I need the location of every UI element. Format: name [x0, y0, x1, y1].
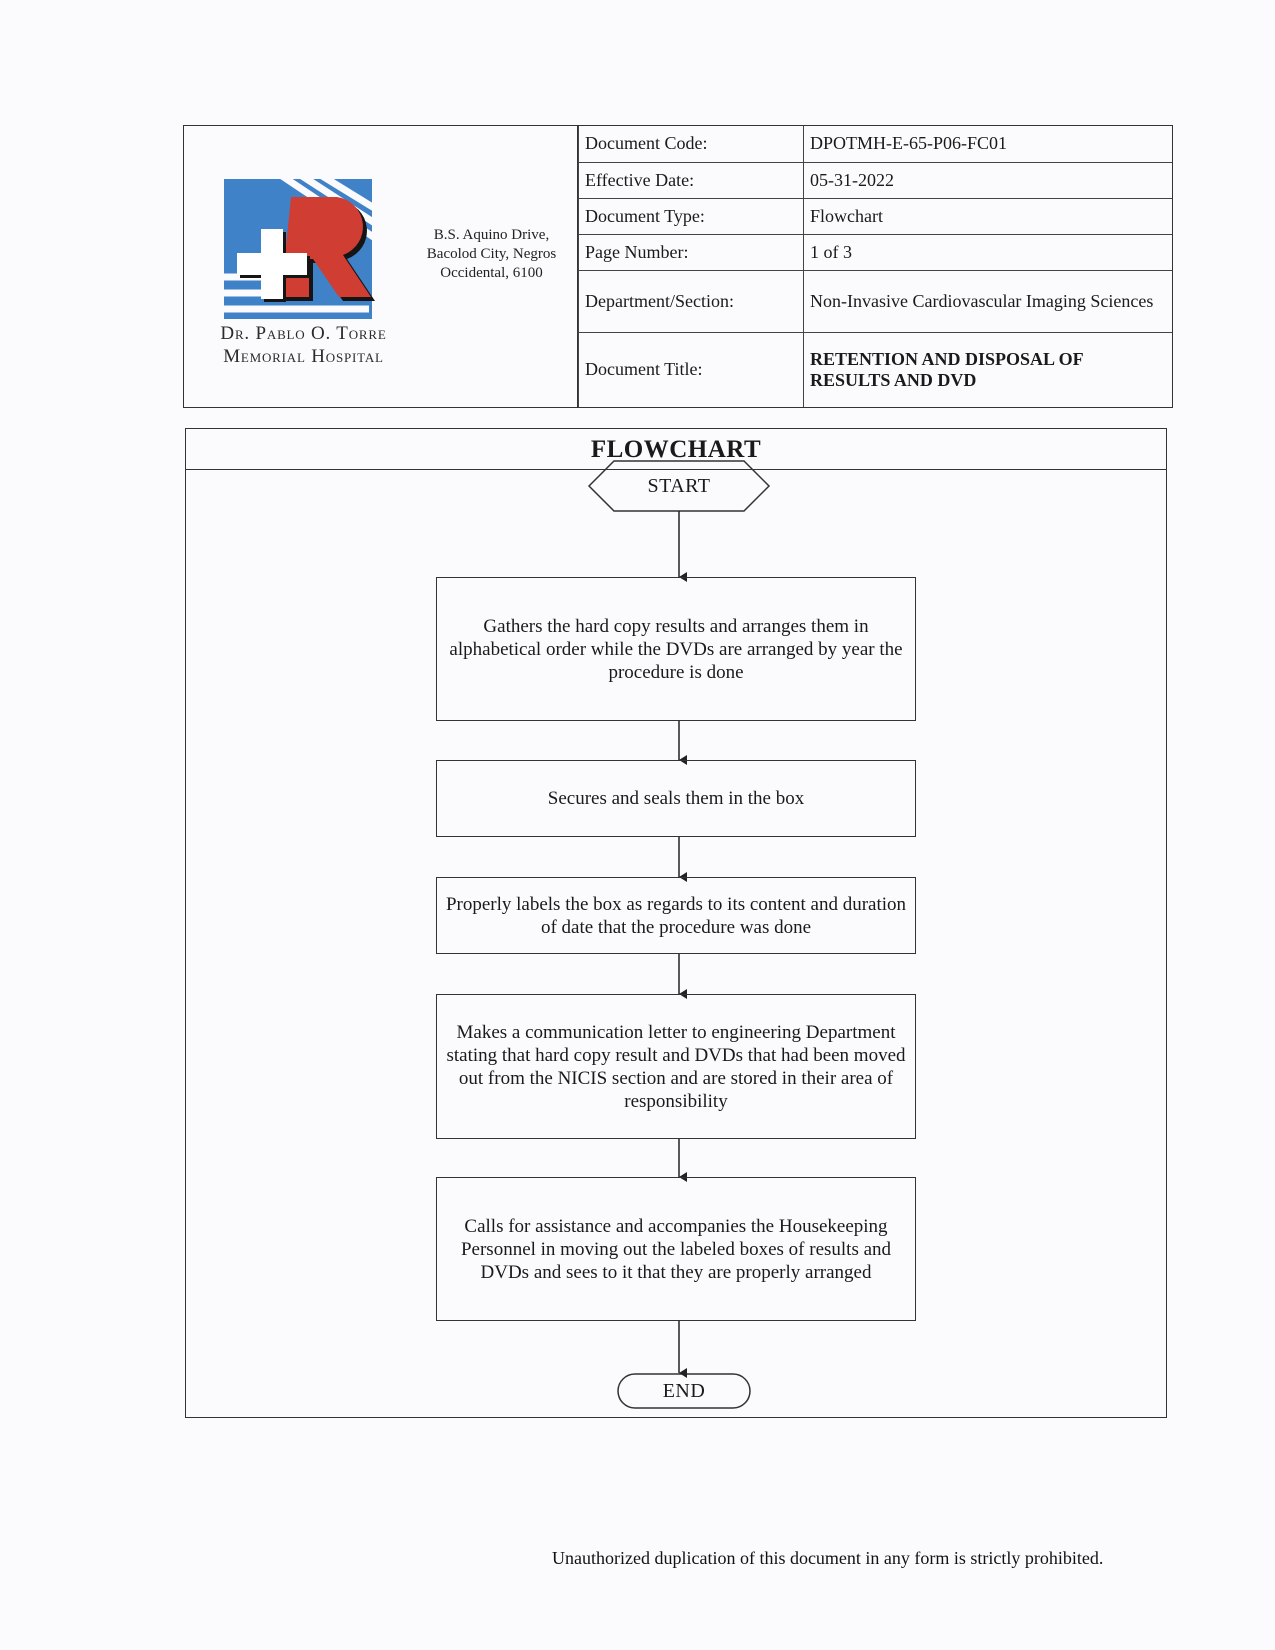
doc-type-value: Flowchart	[804, 198, 1173, 234]
doc-code-value: DPOTMH-E-65-P06-FC01	[804, 126, 1173, 162]
department-label: Department/Section:	[579, 270, 804, 332]
start-label: START	[647, 474, 711, 497]
step-label-box: Properly labels the box as regards to its content and duration of date that the procedure was done	[436, 877, 916, 954]
effective-date-value: 05-31-2022	[804, 162, 1173, 198]
hospital-name: Dr. Pablo O. Torre Memorial Hospital	[220, 323, 387, 367]
effective-date-label: Effective Date:	[579, 162, 804, 198]
effective-date-row	[579, 162, 1173, 198]
document-info-table	[578, 126, 1172, 407]
page-number-row	[579, 234, 1173, 270]
doc-title-row	[579, 332, 1173, 407]
hospital-address: B.S. Aquino Drive, Bacolod City, Negros Occidental, 6100	[426, 227, 557, 281]
doc-code-label: Document Code:	[579, 126, 804, 162]
duplication-notice: Unauthorized duplication of this document in any form is strictly prohibited.	[552, 1548, 1104, 1568]
step-secure-seal: Secures and seals them in the box	[436, 760, 916, 837]
doc-code-row	[579, 126, 1173, 162]
page-number-value: 1 of 3	[804, 234, 1173, 270]
hospital-identity	[184, 126, 578, 407]
document-header	[183, 125, 1173, 408]
doc-type-row	[579, 198, 1173, 234]
step-gather-results: Gathers the hard copy results and arranges them in alphabetical order while the DVDs are arranged by year the procedure is done	[436, 577, 916, 721]
end-label: END	[662, 1379, 706, 1402]
doc-title-label: Document Title:	[579, 332, 804, 407]
hospital-logo	[219, 169, 379, 329]
flowchart-title: FLOWCHART	[186, 429, 1166, 470]
doc-type-label: Document Type:	[579, 198, 804, 234]
department-value: Non-Invasive Cardiovascular Imaging Sciences	[804, 270, 1173, 332]
step-communication-letter: Makes a communication letter to engineering Department stating that hard copy result and DVDs that had been moved out from the NICIS section and are stored in their area of responsibility	[436, 994, 916, 1139]
page-number-label: Page Number:	[579, 234, 804, 270]
flowchart-frame	[185, 428, 1167, 1418]
doc-title-value: RETENTION AND DISPOSAL OF RESULTS AND DVD	[804, 332, 1173, 407]
department-row	[579, 270, 1173, 332]
step-housekeeping: Calls for assistance and accompanies the Housekeeping Personnel in moving out the labeled boxes of results and DVDs and sees to it that they are properly arranged	[436, 1177, 916, 1321]
